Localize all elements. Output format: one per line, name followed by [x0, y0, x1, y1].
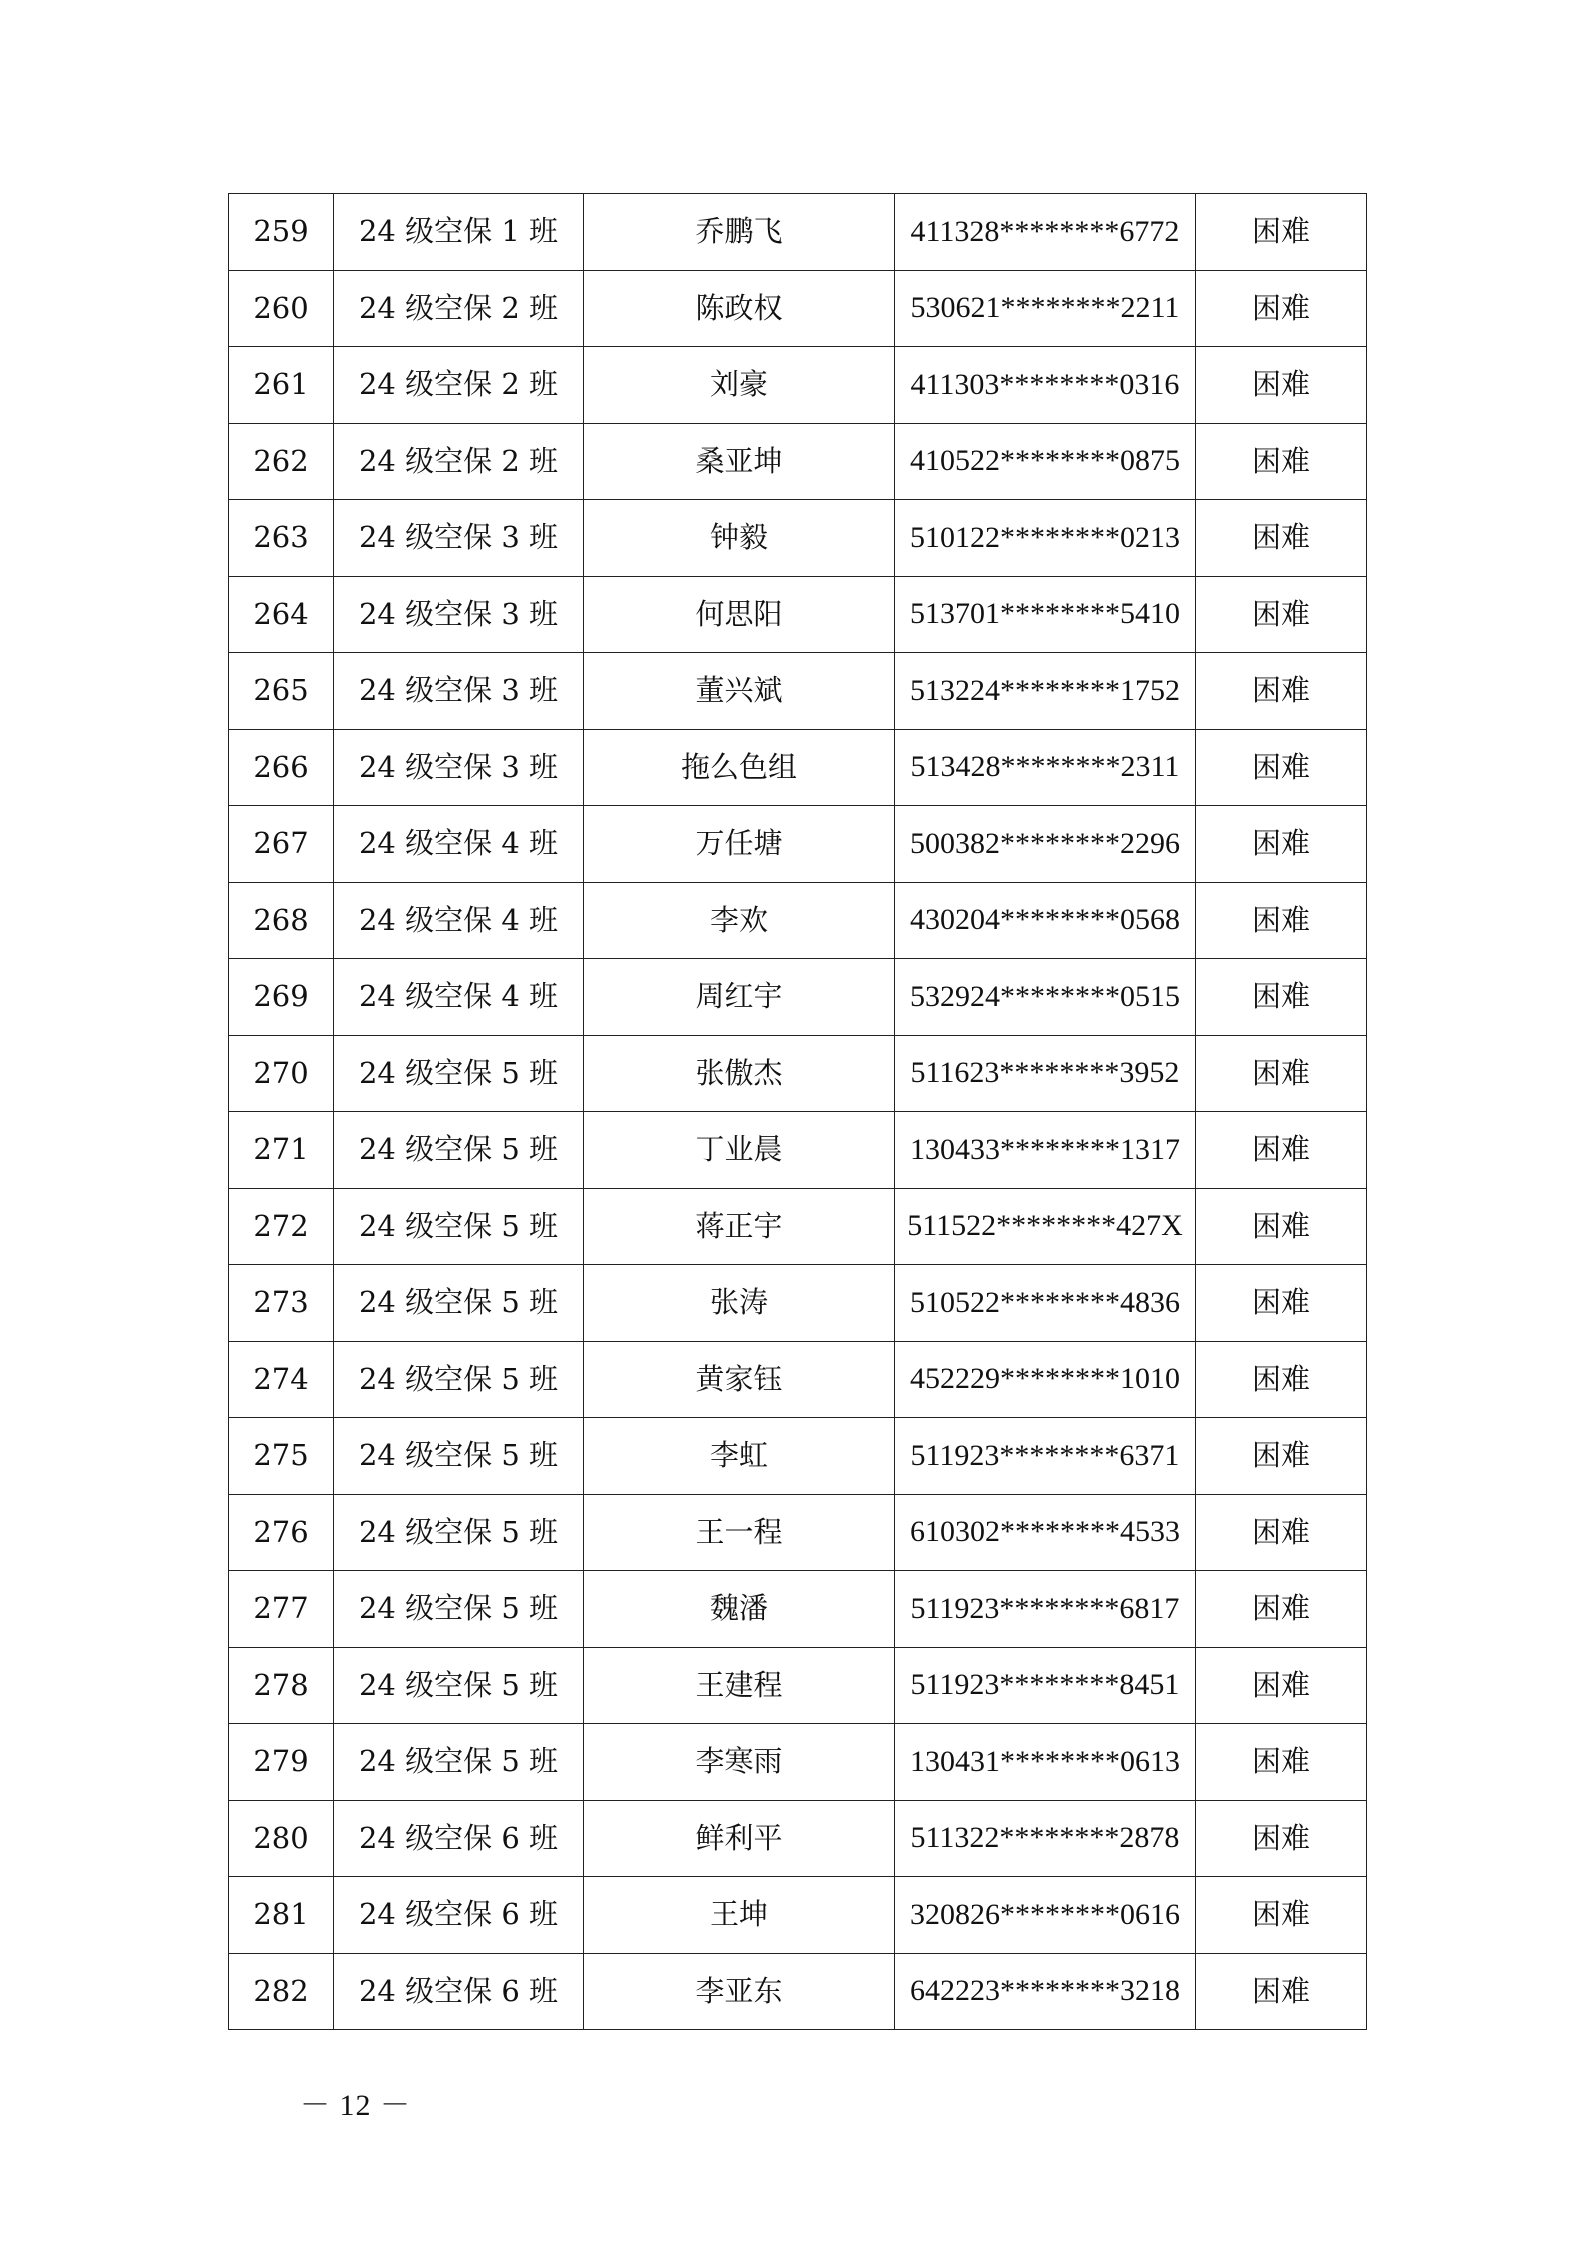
table-row — [229, 959, 1367, 1036]
row-number-cell: 277 — [229, 1571, 334, 1648]
id-number-cell: 513224********1752 — [895, 653, 1196, 730]
page-number: － 12 － — [300, 2089, 411, 2122]
table-row — [229, 1188, 1367, 1265]
class-cell: 24 级空保 5 班 — [334, 1035, 584, 1112]
student-name-cell: 周红宇 — [584, 959, 895, 1036]
class-cell: 24 级空保 4 班 — [334, 806, 584, 883]
status-cell: 困难 — [1196, 729, 1367, 806]
status-cell: 困难 — [1196, 347, 1367, 424]
status-cell: 困难 — [1196, 1724, 1367, 1801]
class-cell: 24 级空保 3 班 — [334, 653, 584, 730]
id-number-cell: 511522********427X — [895, 1188, 1196, 1265]
student-name-cell: 陈政权 — [584, 270, 895, 347]
student-name-cell: 张涛 — [584, 1265, 895, 1342]
table-row — [229, 1877, 1367, 1954]
student-name-cell: 李寒雨 — [584, 1724, 895, 1801]
table-row — [229, 194, 1367, 271]
table-row — [229, 1341, 1367, 1418]
id-number-cell: 410522********0875 — [895, 423, 1196, 500]
row-number-cell: 263 — [229, 500, 334, 577]
student-name-cell: 乔鹏飞 — [584, 194, 895, 271]
table-row — [229, 729, 1367, 806]
id-number-cell: 452229********1010 — [895, 1341, 1196, 1418]
class-cell: 24 级空保 6 班 — [334, 1877, 584, 1954]
table-row — [229, 1571, 1367, 1648]
class-cell: 24 级空保 4 班 — [334, 882, 584, 959]
id-number-cell: 511923********8451 — [895, 1647, 1196, 1724]
status-cell: 困难 — [1196, 1112, 1367, 1189]
class-cell: 24 级空保 6 班 — [334, 1800, 584, 1877]
row-number-cell: 259 — [229, 194, 334, 271]
table-row — [229, 1112, 1367, 1189]
class-cell: 24 级空保 5 班 — [334, 1188, 584, 1265]
table-row — [229, 806, 1367, 883]
id-number-cell: 130431********0613 — [895, 1724, 1196, 1801]
id-number-cell: 511322********2878 — [895, 1800, 1196, 1877]
row-number-cell: 282 — [229, 1953, 334, 2030]
class-cell: 24 级空保 2 班 — [334, 270, 584, 347]
table-row — [229, 1647, 1367, 1724]
row-number-cell: 260 — [229, 270, 334, 347]
row-number-cell: 267 — [229, 806, 334, 883]
student-name-cell: 董兴斌 — [584, 653, 895, 730]
id-number-cell: 320826********0616 — [895, 1877, 1196, 1954]
row-number-cell: 270 — [229, 1035, 334, 1112]
status-cell: 困难 — [1196, 1647, 1367, 1724]
id-number-cell: 511923********6817 — [895, 1571, 1196, 1648]
id-number-cell: 513701********5410 — [895, 576, 1196, 653]
table-row — [229, 1724, 1367, 1801]
row-number-cell: 269 — [229, 959, 334, 1036]
id-number-cell: 500382********2296 — [895, 806, 1196, 883]
table-row — [229, 1265, 1367, 1342]
status-cell: 困难 — [1196, 194, 1367, 271]
table-body — [229, 194, 1367, 2030]
row-number-cell: 275 — [229, 1418, 334, 1495]
status-cell: 困难 — [1196, 882, 1367, 959]
student-name-cell: 何思阳 — [584, 576, 895, 653]
status-cell: 困难 — [1196, 1800, 1367, 1877]
status-cell: 困难 — [1196, 270, 1367, 347]
row-number-cell: 268 — [229, 882, 334, 959]
row-number-cell: 265 — [229, 653, 334, 730]
student-name-cell: 万任塘 — [584, 806, 895, 883]
table-row — [229, 347, 1367, 424]
status-cell: 困难 — [1196, 959, 1367, 1036]
student-name-cell: 拖么色组 — [584, 729, 895, 806]
status-cell: 困难 — [1196, 500, 1367, 577]
table-row — [229, 882, 1367, 959]
class-cell: 24 级空保 1 班 — [334, 194, 584, 271]
student-name-cell: 蒋正宇 — [584, 1188, 895, 1265]
table-row — [229, 576, 1367, 653]
id-number-cell: 510522********4836 — [895, 1265, 1196, 1342]
class-cell: 24 级空保 5 班 — [334, 1647, 584, 1724]
id-number-cell: 411328********6772 — [895, 194, 1196, 271]
table-row — [229, 1418, 1367, 1495]
row-number-cell: 272 — [229, 1188, 334, 1265]
status-cell: 困难 — [1196, 1418, 1367, 1495]
row-number-cell: 264 — [229, 576, 334, 653]
class-cell: 24 级空保 3 班 — [334, 500, 584, 577]
table-row — [229, 1035, 1367, 1112]
row-number-cell: 276 — [229, 1494, 334, 1571]
row-number-cell: 261 — [229, 347, 334, 424]
row-number-cell: 279 — [229, 1724, 334, 1801]
table-row — [229, 1800, 1367, 1877]
status-cell: 困难 — [1196, 1877, 1367, 1954]
student-name-cell: 李亚东 — [584, 1953, 895, 2030]
status-cell: 困难 — [1196, 576, 1367, 653]
student-name-cell: 钟毅 — [584, 500, 895, 577]
id-number-cell: 530621********2211 — [895, 270, 1196, 347]
row-number-cell: 262 — [229, 423, 334, 500]
student-name-cell: 黄家钰 — [584, 1341, 895, 1418]
class-cell: 24 级空保 5 班 — [334, 1724, 584, 1801]
table-row — [229, 500, 1367, 577]
class-cell: 24 级空保 3 班 — [334, 729, 584, 806]
id-number-cell: 610302********4533 — [895, 1494, 1196, 1571]
id-number-cell: 511623********3952 — [895, 1035, 1196, 1112]
table-row — [229, 1494, 1367, 1571]
student-name-cell: 刘豪 — [584, 347, 895, 424]
student-name-cell: 王一程 — [584, 1494, 895, 1571]
status-cell: 困难 — [1196, 1953, 1367, 2030]
status-cell: 困难 — [1196, 423, 1367, 500]
class-cell: 24 级空保 3 班 — [334, 576, 584, 653]
student-name-cell: 王建程 — [584, 1647, 895, 1724]
status-cell: 困难 — [1196, 1341, 1367, 1418]
status-cell: 困难 — [1196, 806, 1367, 883]
id-number-cell: 511923********6371 — [895, 1418, 1196, 1495]
class-cell: 24 级空保 6 班 — [334, 1953, 584, 2030]
row-number-cell: 266 — [229, 729, 334, 806]
table-row — [229, 653, 1367, 730]
id-number-cell: 642223********3218 — [895, 1953, 1196, 2030]
status-cell: 困难 — [1196, 1494, 1367, 1571]
class-cell: 24 级空保 5 班 — [334, 1494, 584, 1571]
table-row — [229, 423, 1367, 500]
id-number-cell: 510122********0213 — [895, 500, 1196, 577]
id-number-cell: 532924********0515 — [895, 959, 1196, 1036]
class-cell: 24 级空保 5 班 — [334, 1265, 584, 1342]
status-cell: 困难 — [1196, 1035, 1367, 1112]
student-name-cell: 桑亚坤 — [584, 423, 895, 500]
class-cell: 24 级空保 4 班 — [334, 959, 584, 1036]
status-cell: 困难 — [1196, 653, 1367, 730]
status-cell: 困难 — [1196, 1188, 1367, 1265]
student-name-cell: 李虹 — [584, 1418, 895, 1495]
table-row — [229, 270, 1367, 347]
row-number-cell: 274 — [229, 1341, 334, 1418]
status-cell: 困难 — [1196, 1265, 1367, 1342]
id-number-cell: 430204********0568 — [895, 882, 1196, 959]
student-name-cell: 丁业晨 — [584, 1112, 895, 1189]
student-list-table — [228, 193, 1367, 2030]
table-row — [229, 1953, 1367, 2030]
class-cell: 24 级空保 5 班 — [334, 1571, 584, 1648]
row-number-cell: 278 — [229, 1647, 334, 1724]
student-name-cell: 张傲杰 — [584, 1035, 895, 1112]
class-cell: 24 级空保 5 班 — [334, 1112, 584, 1189]
status-cell: 困难 — [1196, 1571, 1367, 1648]
row-number-cell: 281 — [229, 1877, 334, 1954]
class-cell: 24 级空保 2 班 — [334, 423, 584, 500]
id-number-cell: 130433********1317 — [895, 1112, 1196, 1189]
row-number-cell: 271 — [229, 1112, 334, 1189]
class-cell: 24 级空保 2 班 — [334, 347, 584, 424]
class-cell: 24 级空保 5 班 — [334, 1418, 584, 1495]
student-name-cell: 李欢 — [584, 882, 895, 959]
id-number-cell: 411303********0316 — [895, 347, 1196, 424]
student-name-cell: 魏潘 — [584, 1571, 895, 1648]
row-number-cell: 280 — [229, 1800, 334, 1877]
class-cell: 24 级空保 5 班 — [334, 1341, 584, 1418]
row-number-cell: 273 — [229, 1265, 334, 1342]
student-name-cell: 鲜利平 — [584, 1800, 895, 1877]
id-number-cell: 513428********2311 — [895, 729, 1196, 806]
student-name-cell: 王坤 — [584, 1877, 895, 1954]
